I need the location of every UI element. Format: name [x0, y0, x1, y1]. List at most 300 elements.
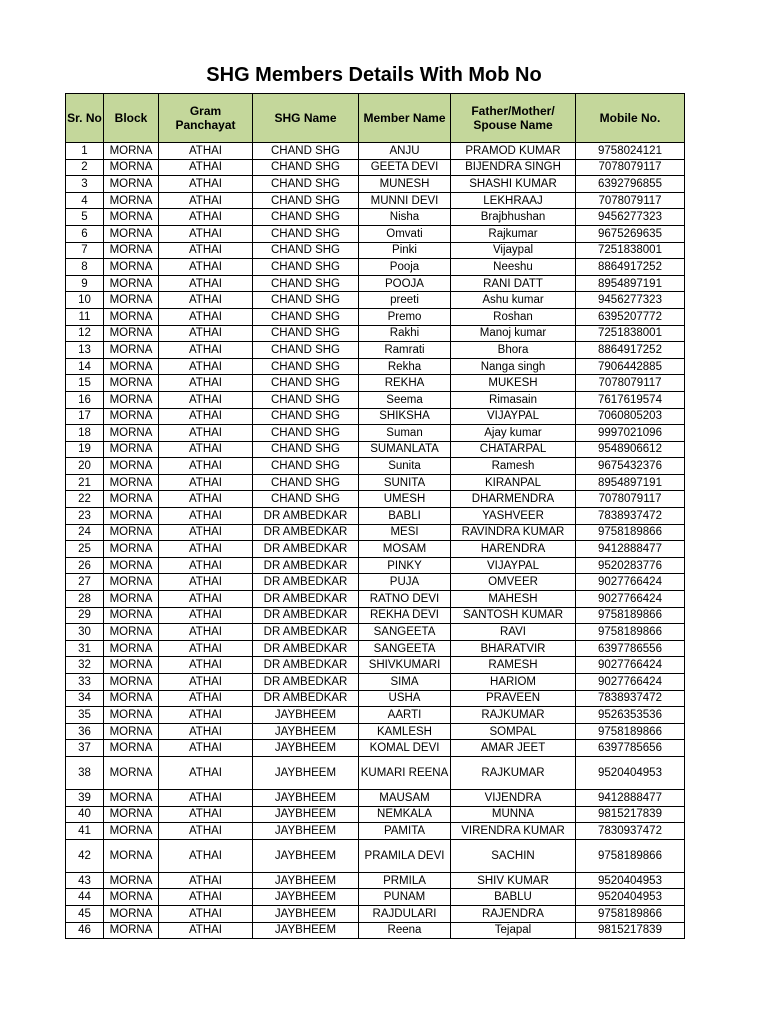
gram-panchayat-cell: ATHAI: [159, 806, 253, 823]
shg-name-cell: DR AMBEDKAR: [253, 574, 359, 591]
table-row: [66, 806, 685, 823]
sr-no-cell: 14: [66, 358, 104, 375]
mobile-cell: 8954897191: [576, 275, 685, 292]
block-cell: MORNA: [104, 740, 159, 757]
relative-name-cell: SACHIN: [451, 839, 576, 872]
gram-panchayat-cell: ATHAI: [159, 607, 253, 624]
member-name-cell: PAMITA: [359, 823, 451, 840]
sr-no-cell: 30: [66, 624, 104, 641]
member-name-cell: PUNAM: [359, 889, 451, 906]
gram-panchayat-cell: ATHAI: [159, 839, 253, 872]
relative-name-cell: VIRENDRA KUMAR: [451, 823, 576, 840]
relative-name-cell: PRAVEEN: [451, 690, 576, 707]
sr-no-cell: 25: [66, 541, 104, 558]
sr-no-cell: 43: [66, 872, 104, 889]
block-cell: MORNA: [104, 425, 159, 442]
relative-name-cell: Manoj kumar: [451, 325, 576, 342]
relative-name-cell: Roshan: [451, 308, 576, 325]
table-row: [66, 707, 685, 724]
relative-name-cell: Nanga singh: [451, 358, 576, 375]
gram-panchayat-cell: ATHAI: [159, 657, 253, 674]
mobile-cell: 9456277323: [576, 292, 685, 309]
relative-name-cell: RAVI: [451, 624, 576, 641]
sr-no-cell: 46: [66, 922, 104, 939]
relative-name-cell: KIRANPAL: [451, 474, 576, 491]
block-cell: MORNA: [104, 508, 159, 525]
member-name-cell: USHA: [359, 690, 451, 707]
member-name-cell: SUNITA: [359, 474, 451, 491]
mobile-cell: 9758189866: [576, 607, 685, 624]
mobile-cell: 7838937472: [576, 508, 685, 525]
mobile-cell: 7251838001: [576, 242, 685, 259]
shg-name-cell: CHAND SHG: [253, 342, 359, 359]
header-mobile: Mobile No.: [576, 94, 685, 143]
member-name-cell: KUMARI REENA: [359, 756, 451, 789]
shg-name-cell: CHAND SHG: [253, 491, 359, 508]
block-cell: MORNA: [104, 657, 159, 674]
sr-no-cell: 38: [66, 756, 104, 789]
mobile-cell: 9520404953: [576, 889, 685, 906]
shg-name-cell: DR AMBEDKAR: [253, 624, 359, 641]
mobile-cell: 9412888477: [576, 541, 685, 558]
table-row: [66, 358, 685, 375]
gram-panchayat-cell: ATHAI: [159, 375, 253, 392]
relative-name-cell: MUNNA: [451, 806, 576, 823]
member-name-cell: UMESH: [359, 491, 451, 508]
block-cell: MORNA: [104, 922, 159, 939]
gram-panchayat-cell: ATHAI: [159, 209, 253, 226]
mobile-cell: 7078079117: [576, 159, 685, 176]
sr-no-cell: 2: [66, 159, 104, 176]
sr-no-cell: 28: [66, 591, 104, 608]
shg-name-cell: CHAND SHG: [253, 458, 359, 475]
table-row: [66, 657, 685, 674]
block-cell: MORNA: [104, 524, 159, 541]
member-name-cell: SANGEETA: [359, 640, 451, 657]
relative-name-cell: Ashu kumar: [451, 292, 576, 309]
block-cell: MORNA: [104, 342, 159, 359]
table-row: [66, 640, 685, 657]
header-block: Block: [104, 94, 159, 143]
member-name-cell: Premo: [359, 308, 451, 325]
block-cell: MORNA: [104, 176, 159, 193]
relative-name-cell: SHASHI KUMAR: [451, 176, 576, 193]
shg-name-cell: JAYBHEEM: [253, 889, 359, 906]
gram-panchayat-cell: ATHAI: [159, 408, 253, 425]
relative-name-cell: Ramesh: [451, 458, 576, 475]
block-cell: MORNA: [104, 889, 159, 906]
member-name-cell: Seema: [359, 391, 451, 408]
relative-name-cell: RAJENDRA: [451, 905, 576, 922]
sr-no-cell: 29: [66, 607, 104, 624]
table-row: [66, 292, 685, 309]
table-row: [66, 143, 685, 160]
sr-no-cell: 26: [66, 557, 104, 574]
shg-name-cell: DR AMBEDKAR: [253, 674, 359, 691]
header-sr-no: Sr. No: [66, 94, 104, 143]
mobile-cell: 8954897191: [576, 474, 685, 491]
block-cell: MORNA: [104, 624, 159, 641]
shg-name-cell: JAYBHEEM: [253, 872, 359, 889]
table-row: [66, 889, 685, 906]
mobile-cell: 6397786556: [576, 640, 685, 657]
shg-name-cell: JAYBHEEM: [253, 839, 359, 872]
block-cell: MORNA: [104, 574, 159, 591]
member-name-cell: Pinki: [359, 242, 451, 259]
mobile-cell: 7830937472: [576, 823, 685, 840]
gram-panchayat-cell: ATHAI: [159, 143, 253, 160]
relative-name-cell: BABLU: [451, 889, 576, 906]
mobile-cell: 7251838001: [576, 325, 685, 342]
sr-no-cell: 42: [66, 839, 104, 872]
gram-panchayat-cell: ATHAI: [159, 740, 253, 757]
relative-name-cell: Brajbhushan: [451, 209, 576, 226]
gram-panchayat-cell: ATHAI: [159, 225, 253, 242]
page-title: SHG Members Details With Mob No: [206, 64, 542, 86]
relative-name-cell: RAJKUMAR: [451, 707, 576, 724]
table-row: [66, 574, 685, 591]
mobile-cell: 6392796855: [576, 176, 685, 193]
block-cell: MORNA: [104, 872, 159, 889]
gram-panchayat-cell: ATHAI: [159, 358, 253, 375]
sr-no-cell: 37: [66, 740, 104, 757]
gram-panchayat-cell: ATHAI: [159, 259, 253, 276]
member-name-cell: SHIKSHA: [359, 408, 451, 425]
table-row: [66, 674, 685, 691]
member-name-cell: Ramrati: [359, 342, 451, 359]
gram-panchayat-cell: ATHAI: [159, 640, 253, 657]
relative-name-cell: VIJAYPAL: [451, 408, 576, 425]
sr-no-cell: 3: [66, 176, 104, 193]
shg-name-cell: CHAND SHG: [253, 375, 359, 392]
shg-name-cell: CHAND SHG: [253, 159, 359, 176]
member-name-cell: Pooja: [359, 259, 451, 276]
header-relative-name: Father/Mother/ Spouse Name: [451, 94, 576, 143]
member-name-cell: MUNESH: [359, 176, 451, 193]
gram-panchayat-cell: ATHAI: [159, 707, 253, 724]
gram-panchayat-cell: ATHAI: [159, 789, 253, 806]
shg-name-cell: CHAND SHG: [253, 242, 359, 259]
gram-panchayat-cell: ATHAI: [159, 391, 253, 408]
mobile-cell: 7078079117: [576, 192, 685, 209]
members-table: [65, 93, 685, 939]
table-row: [66, 723, 685, 740]
gram-panchayat-cell: ATHAI: [159, 922, 253, 939]
relative-name-cell: OMVEER: [451, 574, 576, 591]
header-gram-panchayat: Gram Panchayat: [159, 94, 253, 143]
block-cell: MORNA: [104, 375, 159, 392]
member-name-cell: RAJDULARI: [359, 905, 451, 922]
gram-panchayat-cell: ATHAI: [159, 325, 253, 342]
block-cell: MORNA: [104, 789, 159, 806]
gram-panchayat-cell: ATHAI: [159, 441, 253, 458]
block-cell: MORNA: [104, 905, 159, 922]
gram-panchayat-cell: ATHAI: [159, 723, 253, 740]
sr-no-cell: 40: [66, 806, 104, 823]
relative-name-cell: PRAMOD KUMAR: [451, 143, 576, 160]
sr-no-cell: 33: [66, 674, 104, 691]
table-row: [66, 524, 685, 541]
table-row: [66, 872, 685, 889]
mobile-cell: 6397785656: [576, 740, 685, 757]
sr-no-cell: 45: [66, 905, 104, 922]
sr-no-cell: 7: [66, 242, 104, 259]
member-name-cell: MUNNI DEVI: [359, 192, 451, 209]
mobile-cell: 8864917252: [576, 259, 685, 276]
member-name-cell: Rakhi: [359, 325, 451, 342]
gram-panchayat-cell: ATHAI: [159, 508, 253, 525]
shg-name-cell: CHAND SHG: [253, 225, 359, 242]
mobile-cell: 9758189866: [576, 524, 685, 541]
mobile-cell: 7078079117: [576, 375, 685, 392]
relative-name-cell: VIJAYPAL: [451, 557, 576, 574]
sr-no-cell: 41: [66, 823, 104, 840]
relative-name-cell: RANI DATT: [451, 275, 576, 292]
mobile-cell: 9526353536: [576, 707, 685, 724]
table-row: [66, 491, 685, 508]
relative-name-cell: SHIV KUMAR: [451, 872, 576, 889]
block-cell: MORNA: [104, 607, 159, 624]
shg-name-cell: JAYBHEEM: [253, 806, 359, 823]
gram-panchayat-cell: ATHAI: [159, 342, 253, 359]
table-row: [66, 408, 685, 425]
relative-name-cell: YASHVEER: [451, 508, 576, 525]
mobile-cell: 9997021096: [576, 425, 685, 442]
relative-name-cell: AMAR JEET: [451, 740, 576, 757]
mobile-cell: 7060805203: [576, 408, 685, 425]
member-name-cell: Omvati: [359, 225, 451, 242]
block-cell: MORNA: [104, 541, 159, 558]
sr-no-cell: 34: [66, 690, 104, 707]
sr-no-cell: 32: [66, 657, 104, 674]
shg-name-cell: JAYBHEEM: [253, 740, 359, 757]
member-name-cell: ANJU: [359, 143, 451, 160]
shg-name-cell: JAYBHEEM: [253, 756, 359, 789]
block-cell: MORNA: [104, 823, 159, 840]
relative-name-cell: Vijaypal: [451, 242, 576, 259]
member-name-cell: Nisha: [359, 209, 451, 226]
mobile-cell: 9758189866: [576, 839, 685, 872]
shg-name-cell: CHAND SHG: [253, 292, 359, 309]
header-member-name: Member Name: [359, 94, 451, 143]
table-row: [66, 425, 685, 442]
sr-no-cell: 9: [66, 275, 104, 292]
gram-panchayat-cell: ATHAI: [159, 176, 253, 193]
shg-name-cell: DR AMBEDKAR: [253, 690, 359, 707]
shg-name-cell: DR AMBEDKAR: [253, 640, 359, 657]
table-row: [66, 192, 685, 209]
member-name-cell: KAMLESH: [359, 723, 451, 740]
table-row: [66, 624, 685, 641]
block-cell: MORNA: [104, 391, 159, 408]
sr-no-cell: 8: [66, 259, 104, 276]
sr-no-cell: 24: [66, 524, 104, 541]
mobile-cell: 9758189866: [576, 905, 685, 922]
relative-name-cell: HARIOM: [451, 674, 576, 691]
sr-no-cell: 36: [66, 723, 104, 740]
sr-no-cell: 18: [66, 425, 104, 442]
mobile-cell: 9675269635: [576, 225, 685, 242]
mobile-cell: 6395207772: [576, 308, 685, 325]
member-name-cell: Sunita: [359, 458, 451, 475]
relative-name-cell: LEKHRAAJ: [451, 192, 576, 209]
shg-name-cell: JAYBHEEM: [253, 789, 359, 806]
member-name-cell: AARTI: [359, 707, 451, 724]
table-row: [66, 508, 685, 525]
sr-no-cell: 31: [66, 640, 104, 657]
table-row: [66, 607, 685, 624]
block-cell: MORNA: [104, 474, 159, 491]
table-row: [66, 275, 685, 292]
block-cell: MORNA: [104, 408, 159, 425]
table-row: [66, 225, 685, 242]
member-name-cell: Reena: [359, 922, 451, 939]
shg-name-cell: CHAND SHG: [253, 425, 359, 442]
block-cell: MORNA: [104, 674, 159, 691]
mobile-cell: 9675432376: [576, 458, 685, 475]
mobile-cell: 9027766424: [576, 657, 685, 674]
sr-no-cell: 44: [66, 889, 104, 906]
gram-panchayat-cell: ATHAI: [159, 690, 253, 707]
sr-no-cell: 23: [66, 508, 104, 525]
gram-panchayat-cell: ATHAI: [159, 524, 253, 541]
table-row: [66, 259, 685, 276]
sr-no-cell: 6: [66, 225, 104, 242]
mobile-cell: 9548906612: [576, 441, 685, 458]
member-name-cell: REKHA DEVI: [359, 607, 451, 624]
table-row: [66, 922, 685, 939]
mobile-cell: 7906442885: [576, 358, 685, 375]
gram-panchayat-cell: ATHAI: [159, 574, 253, 591]
block-cell: MORNA: [104, 192, 159, 209]
block-cell: MORNA: [104, 292, 159, 309]
gram-panchayat-cell: ATHAI: [159, 159, 253, 176]
relative-name-cell: SOMPAL: [451, 723, 576, 740]
shg-name-cell: CHAND SHG: [253, 408, 359, 425]
shg-name-cell: JAYBHEEM: [253, 723, 359, 740]
shg-name-cell: JAYBHEEM: [253, 707, 359, 724]
gram-panchayat-cell: ATHAI: [159, 425, 253, 442]
block-cell: MORNA: [104, 358, 159, 375]
sr-no-cell: 5: [66, 209, 104, 226]
shg-name-cell: CHAND SHG: [253, 474, 359, 491]
shg-name-cell: DR AMBEDKAR: [253, 508, 359, 525]
block-cell: MORNA: [104, 690, 159, 707]
shg-name-cell: JAYBHEEM: [253, 823, 359, 840]
gram-panchayat-cell: ATHAI: [159, 275, 253, 292]
member-name-cell: SANGEETA: [359, 624, 451, 641]
relative-name-cell: Neeshu: [451, 259, 576, 276]
relative-name-cell: RAMESH: [451, 657, 576, 674]
member-name-cell: BABLI: [359, 508, 451, 525]
shg-name-cell: DR AMBEDKAR: [253, 607, 359, 624]
gram-panchayat-cell: ATHAI: [159, 889, 253, 906]
block-cell: MORNA: [104, 723, 159, 740]
gram-panchayat-cell: ATHAI: [159, 624, 253, 641]
sr-no-cell: 10: [66, 292, 104, 309]
table-row: [66, 375, 685, 392]
shg-name-cell: DR AMBEDKAR: [253, 524, 359, 541]
table-row: [66, 391, 685, 408]
relative-name-cell: MUKESH: [451, 375, 576, 392]
sr-no-cell: 15: [66, 375, 104, 392]
block-cell: MORNA: [104, 325, 159, 342]
member-name-cell: PRMILA: [359, 872, 451, 889]
block-cell: MORNA: [104, 491, 159, 508]
relative-name-cell: Ajay kumar: [451, 425, 576, 442]
shg-name-cell: CHAND SHG: [253, 176, 359, 193]
member-name-cell: MESI: [359, 524, 451, 541]
sr-no-cell: 12: [66, 325, 104, 342]
relative-name-cell: Rajkumar: [451, 225, 576, 242]
relative-name-cell: CHATARPAL: [451, 441, 576, 458]
block-cell: MORNA: [104, 839, 159, 872]
mobile-cell: 9520404953: [576, 756, 685, 789]
gram-panchayat-cell: ATHAI: [159, 308, 253, 325]
member-name-cell: Suman: [359, 425, 451, 442]
table-row: [66, 325, 685, 342]
mobile-cell: 9027766424: [576, 574, 685, 591]
member-name-cell: PRAMILA DEVI: [359, 839, 451, 872]
sr-no-cell: 17: [66, 408, 104, 425]
relative-name-cell: MAHESH: [451, 591, 576, 608]
shg-name-cell: CHAND SHG: [253, 358, 359, 375]
block-cell: MORNA: [104, 308, 159, 325]
mobile-cell: 7617619574: [576, 391, 685, 408]
member-name-cell: PINKY: [359, 557, 451, 574]
table-row: [66, 176, 685, 193]
table-row: [66, 242, 685, 259]
block-cell: MORNA: [104, 209, 159, 226]
sr-no-cell: 16: [66, 391, 104, 408]
shg-name-cell: CHAND SHG: [253, 308, 359, 325]
member-name-cell: SIMA: [359, 674, 451, 691]
table-row: [66, 756, 685, 789]
table-row: [66, 839, 685, 872]
sr-no-cell: 39: [66, 789, 104, 806]
table-row: [66, 740, 685, 757]
member-name-cell: SUMANLATA: [359, 441, 451, 458]
block-cell: MORNA: [104, 242, 159, 259]
sr-no-cell: 1: [66, 143, 104, 160]
gram-panchayat-cell: ATHAI: [159, 823, 253, 840]
block-cell: MORNA: [104, 159, 159, 176]
mobile-cell: 9815217839: [576, 806, 685, 823]
relative-name-cell: VIJENDRA: [451, 789, 576, 806]
block-cell: MORNA: [104, 640, 159, 657]
gram-panchayat-cell: ATHAI: [159, 756, 253, 789]
header-row: [66, 94, 685, 143]
relative-name-cell: SANTOSH KUMAR: [451, 607, 576, 624]
sr-no-cell: 11: [66, 308, 104, 325]
gram-panchayat-cell: ATHAI: [159, 491, 253, 508]
sr-no-cell: 19: [66, 441, 104, 458]
relative-name-cell: HARENDRA: [451, 541, 576, 558]
gram-panchayat-cell: ATHAI: [159, 872, 253, 889]
sr-no-cell: 22: [66, 491, 104, 508]
member-name-cell: MOSAM: [359, 541, 451, 558]
sr-no-cell: 27: [66, 574, 104, 591]
mobile-cell: 9520283776: [576, 557, 685, 574]
gram-panchayat-cell: ATHAI: [159, 905, 253, 922]
shg-name-cell: CHAND SHG: [253, 143, 359, 160]
block-cell: MORNA: [104, 756, 159, 789]
gram-panchayat-cell: ATHAI: [159, 474, 253, 491]
relative-name-cell: Tejapal: [451, 922, 576, 939]
shg-name-cell: JAYBHEEM: [253, 905, 359, 922]
block-cell: MORNA: [104, 806, 159, 823]
table-body: [66, 143, 685, 939]
